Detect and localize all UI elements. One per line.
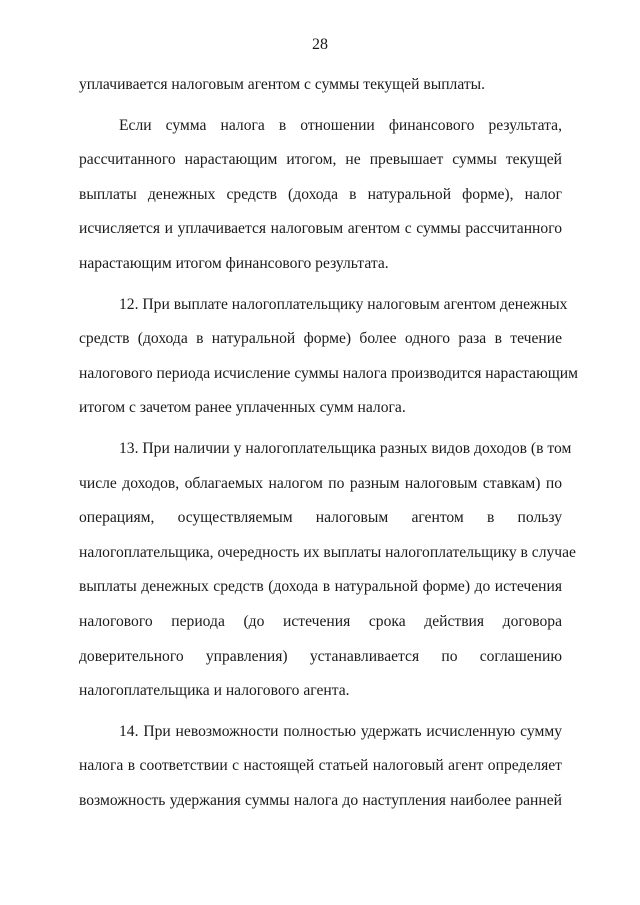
page-number: 28 <box>312 36 328 53</box>
text-line: Если сумма налога в отношении финансового результата, <box>119 116 562 134</box>
paragraph-12 <box>79 288 578 426</box>
text-line: 12. При выплате налогоплательщику налоговым агентом денежных <box>119 295 568 313</box>
paragraph-13 <box>79 432 576 709</box>
paragraph-14 <box>79 715 562 819</box>
text-line: уплачивается налоговым агентом с суммы текущей выплаты. <box>79 76 486 93</box>
text-line: налогового периода (до истечения срока действия договора <box>79 612 562 630</box>
text-line: налогоплательщика и налогового агента. <box>79 682 350 700</box>
text-line: доверительного управления) устанавливается по соглашению <box>79 647 562 665</box>
text-line: налога в соответствии с настоящей статьей налоговый агент определяет <box>79 757 562 775</box>
text-line: нарастающим итогом финансового результата. <box>79 254 389 272</box>
text-line: налогоплательщика, очередность их выплаты налогоплательщику в случае <box>79 543 576 561</box>
paragraph-continuation <box>79 68 562 103</box>
text-line: выплаты денежных средств (дохода в натуральной форме), налог <box>79 185 562 203</box>
text-line: 14. При невозможности полностью удержать исчисленную сумму <box>119 722 562 740</box>
text-line: возможность удержания суммы налога до наступления наиболее ранней <box>79 791 562 809</box>
text-line: числе доходов, облагаемых налогом по разным налоговым ставкам) по <box>79 474 562 492</box>
text-line: 13. При наличии у налогоплательщика разных видов доходов (в том <box>119 439 572 457</box>
text-line: рассчитанного нарастающим итогом, не превышает суммы текущей <box>79 151 562 169</box>
document-body <box>79 68 578 818</box>
text-line: операциям, осуществляемым налоговым агентом в пользу <box>79 509 562 527</box>
text-line: исчисляется и уплачивается налоговым агентом с суммы рассчитанного <box>79 220 562 238</box>
text-line: итогом с зачетом ранее уплаченных сумм налога. <box>79 399 406 417</box>
paragraph-sum-condition <box>79 109 562 282</box>
text-line: выплаты денежных средств (дохода в натуральной форме) до истечения <box>79 578 562 596</box>
text-line: налогового периода исчисление суммы налога производится нарастающим <box>79 364 578 382</box>
text-line: средств (дохода в натуральной форме) более одного раза в течение <box>79 330 562 348</box>
